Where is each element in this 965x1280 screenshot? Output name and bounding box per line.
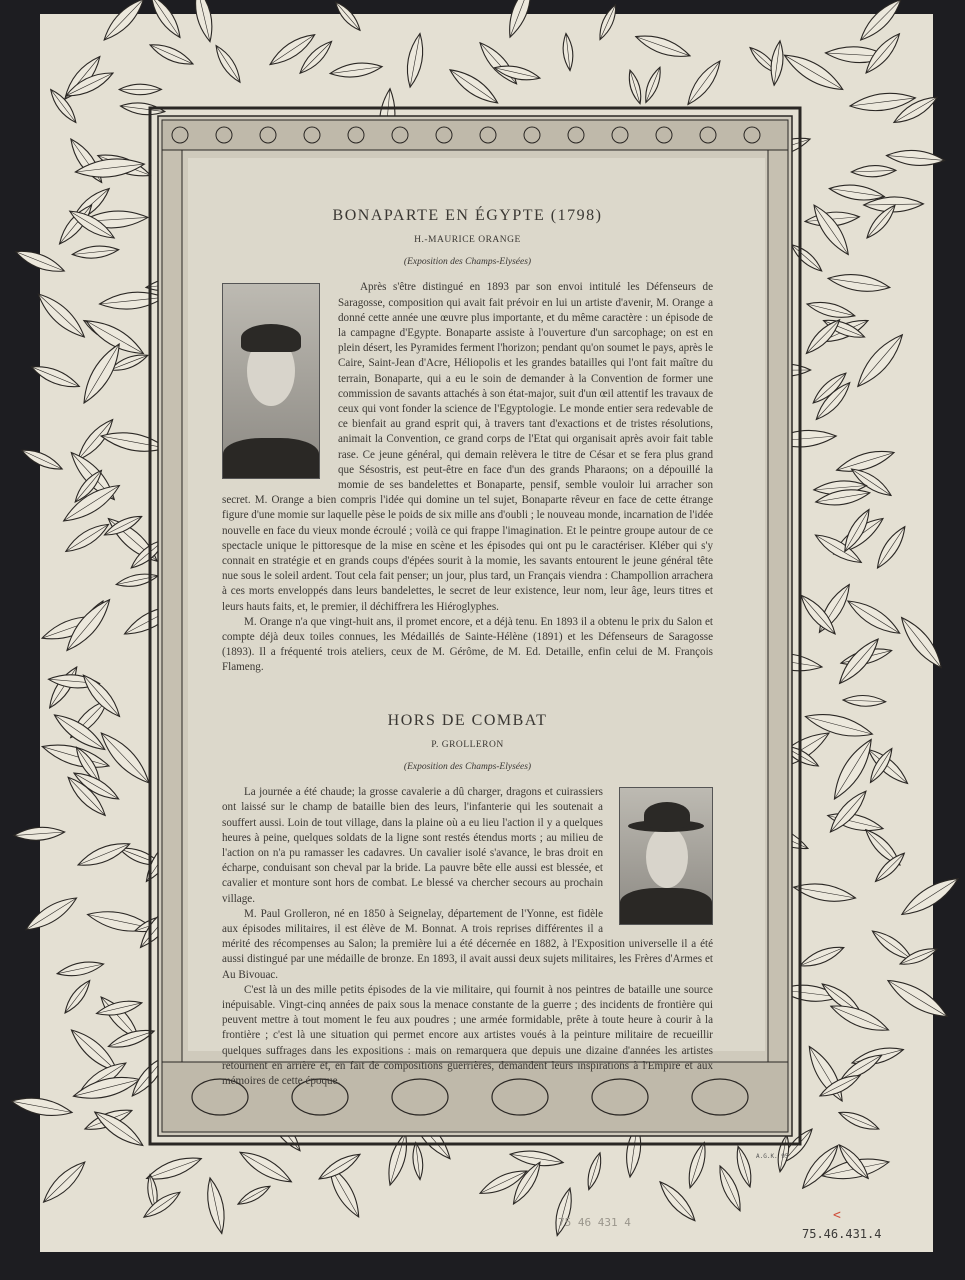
laurel-leaf	[808, 201, 855, 259]
laurel-leaf	[446, 64, 502, 109]
article-paragraph: M. Paul Grolleron, né en 1850 à Seignelay, département de l'Yonne, est fidèle aux épisodes militaires, il est élève de M. Bonnat. A trois reprises différentes il a mérité des récompenses au Salon; la première lui a été décernée en 1882, à l'Exposition universelle il a été aussi distingué par une médaille de bronze. En 1893, il avait aussi deux sujets militaires, les Frères d'Armes et Au Bivouac.	[222, 907, 713, 981]
laurel-leaf	[10, 1094, 74, 1121]
laurel-leaf	[62, 519, 112, 557]
inventory-number: 75.46.431.4	[802, 1227, 882, 1241]
laurel-leaf	[683, 57, 726, 109]
article-paragraph: La journée a été chaude; la grosse cavalerie a dû charger, dragons et cuirassiers ont laissé sur le champ de bataille bien des leurs, l'infanterie qui les soutenait a souffert aussi. Loin de tout village, dans la plaine où a eu lieu l'action il y a quelques heures à peine, quelques soldats de la ligne sont restés étendus morts ; au milieu de l'action on n'a pu ramasser les cadavres. Un cavalier isolé s'avance, le bras droit en écharpe, conduisant son cheval par la bride. La pauvre bête elle aussi est blessée, et cavalier et monture sont hors de combat. Le blessé va chercher secours au prochain village.	[222, 786, 603, 905]
laurel-leaf	[844, 595, 904, 640]
artist-signature: A.G.K. 95	[756, 1153, 789, 1160]
laurel-leaf	[99, 0, 149, 45]
laurel-leaf	[77, 340, 127, 408]
laurel-leaf	[115, 571, 159, 590]
laurel-leaf	[596, 3, 620, 42]
laurel-leaf	[236, 1182, 273, 1208]
laurel-leaf	[805, 298, 856, 322]
laurel-leaf	[203, 1176, 229, 1235]
laurel-leaf	[641, 65, 664, 104]
laurel-leaf	[191, 0, 217, 43]
laurel-leaf	[886, 148, 945, 167]
article-paragraph: Après s'être distingué en 1893 par son envoi intitulé les Défenseurs de Saragosse, composition qui avait fait prévoir en lui un artiste d'avenir, M. Orange a donné cette année une œuvre plus importante, et du même caractère : un épisode de la campagne d'Egypte. Bonaparte assiste à l'ouverture d'un sarcophage; on est en plein désert, les Pyramides ferment l'horizon; pendant qu'on soumet le pays, après le Caire, Saint-Jean d'Acre, Héliopolis et les grandes batailles qui l'ont fait maître du terrain, Bonaparte, qui a eu le soin de demander à la Convention de former une commission de savants attachés à son état-major, suit d'un œil attentif les travaux de ceux qui vont fonder la science de l'Egyptologie. Le monde entier sera redevable de ce bienfait au grand esprit qui, à travers tant d'exactions et de tristes résolutions, animait la Convention, ce grand corps de l'Etat qui organisait après avoir fait table rase. Ce jeune général, qui demain relèvera le titre de César et se fera plus grand que Sésostris, est peut-être en face d'un des grands Pharaons; on a dépouillé la momie de ses bandelettes et Bonaparte, pensif, semble vouloir lui arracher son secret. M. Orange a bien compris l'idée qui domine un tel sujet, Bonaparte rêveur en face de cette étrange figure d'une momie sur laquelle pèse le poids de six mille ans d'oubli ; le nouveau monde, incarnation de l'idée nouvelle en face du vieux monde écroulé ; voilà ce qui frappe l'imagination. Et le peintre groupe autour de ce spectacle unique le pittoresque de la mise en scène et les épisodes qui ont pu le caractériser. Kléber qui s'y connait en stratégie et en grands coups d'épées sourit à la momie, les savants entourent le jeune général tête nue sous le soleil ardent. Tout cela fait penser; un jour, plus tard, un Français viendra : Champollion arrachera à ces morts enveloppés dans leurs bandelettes, le secret de leur existence, leur nom, leur âge, leurs titres et leurs hauts faits, et, le premier, il déchiffrera les Hiéroglyphes.	[222, 281, 713, 613]
laurel-leaf	[834, 634, 884, 688]
laurel-leaf	[141, 1188, 183, 1222]
laurel-leaf	[236, 1146, 295, 1188]
laurel-leaf	[883, 973, 951, 1024]
article-title: BONAPARTE EN ÉGYPTE (1798)	[332, 207, 603, 224]
laurel-leaf	[798, 942, 846, 971]
article-exhibition: (Exposition des Champs-Elysées)	[403, 761, 532, 772]
laurel-leaf	[584, 1151, 604, 1191]
laurel-leaf	[119, 84, 161, 95]
laurel-leaf	[851, 165, 896, 178]
laurel-leaf	[95, 727, 155, 789]
article-hors-de-combat	[222, 710, 713, 1089]
laurel-leaf	[75, 837, 132, 871]
laurel-leaf	[851, 329, 908, 392]
laurel-leaf	[684, 1141, 710, 1190]
laurel-leaf	[843, 695, 886, 707]
article-paragraph: M. Orange n'a que vingt-huit ans, il promet encore, et a déjà tenu. En 1893 il a obtenu le prix du Salon et compte déjà deux toiles connues, les Médaillés de Sainte-Hélène (1891) et les Défenseurs de Saragosse (1893). Il a fréquenté trois ateliers, ceux de M. Gérôme, de M. Ed. Detaille, enfin celui de M. François Flameng.	[222, 615, 713, 674]
portrait-photo-grolleron	[619, 787, 713, 925]
article-title: HORS DE COMBAT	[387, 711, 548, 729]
laurel-leaf	[72, 244, 120, 260]
laurel-leaf	[33, 288, 90, 342]
laurel-leaf	[39, 1157, 90, 1207]
laurel-leaf	[828, 999, 892, 1037]
laurel-leaf	[146, 0, 185, 41]
laurel-leaf	[561, 33, 574, 71]
laurel-leaf	[411, 1142, 425, 1180]
laurel-leaf	[733, 1145, 755, 1189]
laurel-leaf	[788, 241, 825, 275]
article-paragraph: C'est là un des mille petits épisodes de la vie militaire, qui fournit à nos peintres de bataille une source inépuisable. Vingt-cinq années de paix sous la menace constante de la guerre ; des incidents de frontière qui peuvent mettre à tout moment le feu aux poudres ; une armée formidable, prête à toute heure à courir à la frontière ; c'est là une situation qui permet encore aux artistes voués à la peinture militaire de recueillir quelques suffrages dans les expositions : mais on remarquera que depuis une dizaine d'années les artistes retournent en arrière et, en fait de compositions guerrières, demandent leurs inspirations à l'Empire et aux mémoires de cette époque.	[222, 983, 713, 1087]
laurel-leaf	[13, 826, 65, 842]
floral-band-top	[162, 120, 788, 150]
laurel-leaf	[22, 892, 81, 936]
laurel-leaf	[895, 613, 947, 673]
laurel-leaf	[403, 32, 426, 88]
laurel-leaf	[837, 1108, 881, 1134]
side-band-right	[768, 150, 788, 1062]
article-author: H.-MAURICE ORANGE	[414, 235, 521, 245]
laurel-leaf	[475, 38, 522, 88]
laurel-leaf	[13, 246, 66, 278]
article-author: P. GROLLERON	[431, 739, 504, 750]
laurel-leaf	[827, 735, 879, 804]
laurel-leaf	[99, 289, 165, 312]
red-mark: <	[833, 1208, 841, 1223]
laurel-leaf	[29, 361, 82, 393]
laurel-leaf	[897, 872, 962, 922]
laurel-leaf	[626, 69, 644, 105]
article-exhibition: (Exposition des Champs-Elysées)	[403, 257, 532, 268]
article-body	[222, 205, 713, 1089]
laurel-leaf	[827, 271, 891, 296]
article-bonaparte	[222, 205, 713, 676]
side-band-left	[162, 150, 182, 1062]
laurel-leaf	[61, 977, 94, 1016]
laurel-leaf	[769, 40, 786, 86]
pencil-inventory-number: 75 46 431 4	[558, 1216, 631, 1229]
laurel-leaf	[792, 879, 857, 905]
laurel-leaf	[19, 445, 64, 474]
laurel-leaf	[384, 1131, 412, 1187]
laurel-leaf	[329, 60, 383, 80]
laurel-leaf	[56, 958, 105, 979]
portrait-photo-orange	[222, 283, 320, 479]
laurel-leaf	[633, 30, 692, 63]
laurel-leaf	[551, 1187, 576, 1238]
laurel-leaf	[872, 523, 910, 571]
laurel-leaf	[211, 43, 244, 86]
laurel-leaf	[148, 39, 196, 69]
laurel-leaf	[332, 0, 363, 33]
laurel-leaf	[503, 0, 536, 40]
